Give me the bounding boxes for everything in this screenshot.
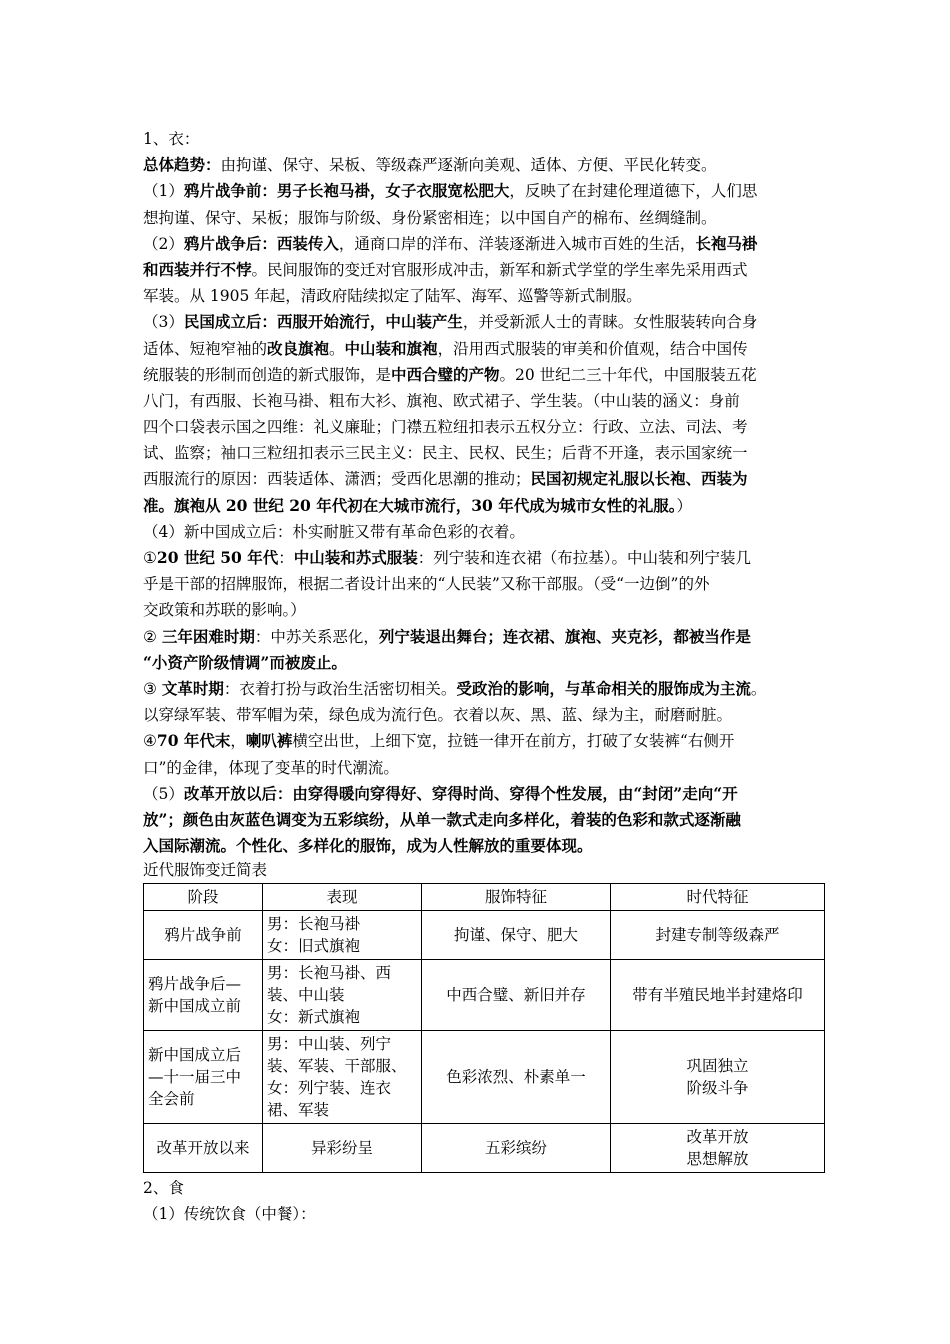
text-line <box>143 728 825 754</box>
text-line <box>143 283 825 309</box>
table-cell-feature <box>422 960 611 1031</box>
text-run: （2） <box>143 234 184 253</box>
text-line <box>143 807 825 833</box>
text-run: ，反映了在封建伦理道德下，人们思 <box>509 182 758 201</box>
cell-text: 新中国成立前 <box>148 997 242 1016</box>
cell-text: 改革开放 <box>686 1128 749 1147</box>
cell-text: 阶级斗争 <box>686 1079 749 1098</box>
clothing-change-table <box>143 883 825 1173</box>
header-cell: 阶段 <box>144 884 263 911</box>
table-header-row <box>144 884 825 911</box>
cell-text: 巩固独立 <box>686 1057 749 1076</box>
bold-text: 民国初规定礼服以长袍、西装为 <box>530 469 748 489</box>
table-cell-performance <box>263 1031 422 1124</box>
food-subheading: （1）传统饮食（中餐）： <box>143 1205 316 1224</box>
bold-text: 总体趋势： <box>143 155 221 175</box>
text-line <box>143 362 825 388</box>
bold-text: 受政治的影响，与革命相关的服饰成为主流 <box>456 678 751 698</box>
text-run: （1） <box>143 182 184 201</box>
bold-text: 文革时期 <box>161 678 224 698</box>
cell-text: 装、中山装 <box>267 986 345 1005</box>
text-run: 乎是干部的招牌服饰，根据二者设计出来的“人民装”又称干部服。（受“一边倒”的外 <box>143 575 710 594</box>
text-run: ：衣着打扮与政治生活密切相关。 <box>223 679 457 698</box>
header-cell: 表现 <box>263 884 422 911</box>
bold-text: 20 世纪 50 年代 <box>156 548 279 567</box>
text-run: ， <box>230 732 246 751</box>
text-line <box>143 388 825 414</box>
text-line <box>143 205 825 231</box>
text-run: 统服装的形制而创造的新式服饰，是 <box>143 365 392 384</box>
text-line <box>143 650 825 676</box>
header-cell: 服饰特征 <box>422 884 611 911</box>
table-cell-feature <box>422 911 611 960</box>
text-line <box>143 493 825 519</box>
bold-text: 鸦片战争后：西装传入 <box>183 233 339 253</box>
document-page <box>143 126 825 1227</box>
bold-text: 中山装和旗袍 <box>344 338 438 358</box>
bold-text: 入国际潮流。个性化、多样化的服饰，成为人性解放的重要体现。 <box>143 836 593 856</box>
bold-text: 三年困难时期 <box>161 626 255 646</box>
table-cell-feature <box>422 1031 611 1124</box>
text-run: 军装。从 1905 年起，清政府陆续拟定了陆军、海军、巡警等新式制服。 <box>143 287 642 306</box>
table-cell-stage <box>144 960 263 1031</box>
table-caption: 近代服饰变迁简表 <box>143 861 268 880</box>
text-line <box>143 755 825 781</box>
text-run: ，通商口岸的洋布、洋装逐渐进入城市百姓的生活， <box>338 234 696 253</box>
text-run: （3） <box>143 313 184 332</box>
bold-text: 改良旗袍 <box>267 338 330 358</box>
cell-text: 封建专制等级森严 <box>655 926 780 945</box>
text-run: ，并受新派人士的青睐。女性服装转向合身 <box>462 313 758 332</box>
text-line <box>143 833 825 859</box>
cell-text: 中西合璧、新旧并存 <box>446 986 586 1005</box>
table-cell-era <box>611 1124 825 1173</box>
text-line <box>143 466 825 492</box>
text-run: ，沿用西式服装的审美和价值观，结合中国传 <box>437 339 748 358</box>
text-run: 想拘谨、保守、呆板；服饰与阶级、身份紧密相连；以中国自产的棉布、丝绸缝制。 <box>143 208 717 227</box>
cell-text: 男：长袍马褂 <box>267 915 361 934</box>
cell-text: 男：中山装、列宁 <box>267 1035 392 1054</box>
cell-text: 全会前 <box>148 1090 195 1109</box>
text-run: 交政策和苏联的影响。） <box>143 601 306 620</box>
text-line <box>143 702 825 728</box>
cell-text: 五彩缤纷 <box>484 1139 547 1158</box>
cell-text: 鸦片战争前 <box>164 926 242 945</box>
table-row <box>144 960 825 1031</box>
text-line <box>143 309 825 335</box>
cell-text: 女：旧式旗袍 <box>267 937 361 956</box>
text-run: 。 <box>329 339 345 358</box>
bold-text: 民国成立后：西服开始流行，中山装产生 <box>183 312 463 332</box>
bold-text: 改革开放以后：由穿得暖向穿得好、穿得时尚、穿得个性发展，由“封闭”走向“开 <box>183 783 738 803</box>
table-cell-stage <box>144 1031 263 1124</box>
text-run: 以穿绿军装、带军帽为荣，绿色成为流行色。衣着以灰、黑、蓝、绿为主，耐磨耐脏。 <box>143 706 733 725</box>
cell-text: 带有半殖民地半封建烙印 <box>632 986 803 1005</box>
table-cell-stage <box>144 1124 263 1173</box>
bold-text: 喇叭裤 <box>245 731 293 751</box>
cell-text: 色彩浓烈、朴素单一 <box>446 1068 586 1087</box>
cell-text: 新中国成立后 <box>148 1046 242 1065</box>
bold-text: 长袍马褂 <box>695 233 758 253</box>
text-line <box>143 440 825 466</box>
bold-text: 鸦片战争前：男子长袍马褂，女子衣服宽松肥大 <box>183 181 510 201</box>
cell-text: 女：新式旗袍 <box>267 1008 361 1027</box>
text-line <box>143 545 825 571</box>
cell-text: —十一届三中 <box>148 1068 242 1087</box>
text-run: ② <box>143 627 162 646</box>
text-line <box>143 336 825 362</box>
text-run: ） <box>676 496 692 515</box>
table-cell-stage <box>144 911 263 960</box>
text-line <box>143 178 825 204</box>
bold-text: 中西合璧的产物 <box>391 364 500 384</box>
text-run: 八门，有西服、长袍马褂、粗布大衫、旗袍、欧式裙子、学生装。（中山装的涵义：身前 <box>143 391 740 410</box>
text-run: 西服流行的原因：西装适体、潇洒；受西化思潮的推动； <box>143 470 531 489</box>
text-run: 口”的金律，体现了变革的时代潮流。 <box>143 758 399 777</box>
bold-text: 准。旗袍从 20 世纪 20 年代初在大城市流行，30 年代成为城市女性的礼服。 <box>143 495 677 515</box>
table-row <box>144 911 825 960</box>
cell-text: 思想解放 <box>686 1150 749 1169</box>
cell-text: 女：列宁装、连衣 <box>267 1079 392 1098</box>
cell-text: 男：长袍马褂、西 <box>267 964 392 983</box>
bold-text: 中山装和苏式服装 <box>293 548 418 567</box>
text-run: 由拘谨、保守、呆板、等级森严逐渐向美观、适体、方便、平民化转变。 <box>220 156 717 175</box>
text-line <box>143 414 825 440</box>
text-run: （5） <box>143 784 184 803</box>
text-line <box>143 152 825 178</box>
text-run: ③ <box>143 679 162 698</box>
table-cell-era <box>611 911 825 960</box>
text-run: 试、监察；袖口三粒纽扣表示三民主义：民主、民权、民生；后背不开逢，表示国家统一 <box>143 444 748 463</box>
bold-text: 列宁装退出舞台；连衣裙、旗袍、夹克衫，都被当作是 <box>378 626 751 646</box>
section-heading-clothing: 1、衣： <box>143 130 200 148</box>
text-run: ④ <box>143 732 157 751</box>
text-run: 四个口袋表示国之四维：礼义廉耻；门襟五粒纽扣表示五权分立：行政、立法、司法、考 <box>143 418 748 437</box>
text-run: ：中苏关系恶化， <box>254 627 379 646</box>
bold-text: 放”；颜色由灰蓝色调变为五彩缤纷，从单一款式走向多样化，着装的色彩和款式逐渐融 <box>143 809 741 829</box>
section-heading-food: 2、食 <box>143 1179 184 1198</box>
table-cell-performance <box>263 1124 422 1173</box>
bold-text: “小资产阶级情调”而被废止。 <box>143 652 347 672</box>
text-line <box>143 597 825 623</box>
header-cell: 时代特征 <box>611 884 825 911</box>
table-cell-era <box>611 1031 825 1124</box>
bold-text: 和西装并行不悖 <box>143 259 252 279</box>
text-run: 适体、短袍窄袖的 <box>143 339 268 358</box>
text-run: （4）新中国成立后：朴实耐脏又带有革命色彩的衣着。 <box>143 522 525 541</box>
text-run: 横空出世，上细下宽，拉链一律开在前方，打破了女装裤“右侧开 <box>292 732 735 751</box>
text-run: 。 <box>750 679 767 698</box>
text-line <box>143 231 825 257</box>
text-run: ：列宁装和连衣裙（布拉基）。中山装和列宁装几 <box>417 549 752 567</box>
text-line <box>143 257 825 283</box>
text-line <box>143 676 825 702</box>
cell-text: 改革开放以来 <box>156 1139 250 1158</box>
text-line <box>143 571 825 597</box>
cell-text: 异彩纷呈 <box>310 1139 373 1158</box>
text-run: ① <box>143 549 157 567</box>
cell-text: 鸦片战争后— <box>148 975 242 994</box>
text-line <box>143 624 825 650</box>
table-row <box>144 1124 825 1173</box>
cell-text: 裙、军装 <box>267 1101 330 1120</box>
text-line <box>143 781 825 807</box>
text-run: 。20 世纪二三十年代，中国服装五花 <box>499 365 757 384</box>
cell-text: 拘谨、保守、肥大 <box>453 926 578 945</box>
cell-text: 装、军装、干部服、 <box>267 1057 407 1076</box>
text-run: ： <box>278 549 294 567</box>
table-cell-performance <box>263 960 422 1031</box>
table-body <box>144 911 825 1173</box>
text-line <box>143 519 825 545</box>
table-cell-feature <box>422 1124 611 1173</box>
table-row <box>144 1031 825 1124</box>
bold-text: 70 年代末 <box>156 731 231 751</box>
table-cell-performance <box>263 911 422 960</box>
text-run: 。民间服饰的变迁对官服形成冲击，新军和新式学堂的学生率先采用西式 <box>251 260 748 279</box>
clothing-body <box>143 152 825 859</box>
table-cell-era <box>611 960 825 1031</box>
